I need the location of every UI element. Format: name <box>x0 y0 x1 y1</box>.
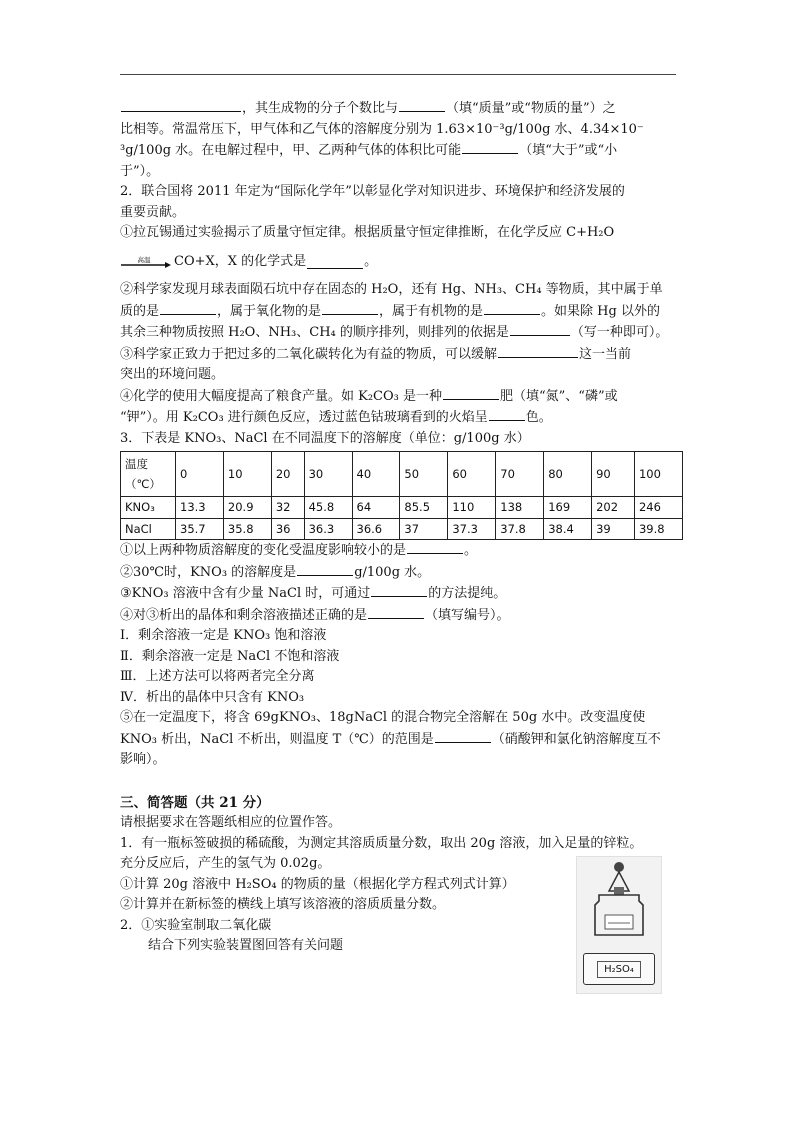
answer-blank[interactable] <box>368 605 424 619</box>
solubility-table <box>120 451 683 540</box>
q3-sub5-line1: ⑤在一定温度下，将含 69gKNO₃、18gNaCl 的混合物完全溶解在 50g 水中。改变温度使 <box>120 710 646 725</box>
q3-option: Ⅰ．剩余溶液一定是 KNO₃ 饱和溶液 <box>120 628 327 643</box>
table-cell: 13.3 <box>176 497 224 519</box>
table-header-label: 温度（℃） <box>121 452 176 497</box>
q2-intro-line2: 重要贡献。 <box>120 204 186 220</box>
answer-blank[interactable] <box>510 322 570 336</box>
q2-part1-line1: ①拉瓦锡通过实验揭示了质量守恒定律。根据质量守恒定律推断，在化学反应 C+H₂O <box>120 225 615 240</box>
table-cell: 138 <box>496 497 544 519</box>
q3-sub3: ③KNO₃ 溶液中含有少量 NaCl 时，可通过 的方法提纯。 <box>120 583 676 605</box>
table-cell: 60 <box>448 452 496 497</box>
section-instruction: 请根据要求在答题纸相应的位置作答。 <box>120 815 342 830</box>
table-cell: 36 <box>271 518 304 540</box>
bottle-label-text: H₂SO₄ <box>597 961 641 978</box>
section-title: 三、简答题（共 21 分） <box>120 794 270 811</box>
s3-q1-sub1: ①计算 20g 溶液中 H₂SO₄ 的物质的量（根据化学方程式列式计算） <box>120 876 515 892</box>
table-cell: 80 <box>544 452 592 497</box>
document-body <box>120 98 676 957</box>
table-cell: 64 <box>352 497 400 519</box>
arrow-condition-label: 高温 <box>137 255 151 264</box>
q3-option: Ⅳ．析出的晶体中只含有 KNO₃ <box>120 689 305 705</box>
table-header-row <box>121 452 683 497</box>
answer-blank[interactable] <box>435 729 491 743</box>
table-row <box>121 497 683 519</box>
table-cell: 110 <box>448 497 496 519</box>
q2-part2-line1: ②科学家发现月球表面陨石坑中存在固态的 H₂O，还有 Hg、NH₃、CH₄ 等物质，其中属于单 <box>120 282 663 297</box>
table-cell: 36.6 <box>352 518 400 540</box>
prev-question-line4: 于”）。 <box>120 163 160 179</box>
q2-part4-line2: “钾”）。用 K₂CO₃ 进行颜色反应，透过蓝色钴玻璃看到的火焰呈 色。 <box>120 407 676 429</box>
answer-blank[interactable] <box>297 562 353 576</box>
s3-q1-line2: 充分反应后，产生的氢气为 0.02g。 <box>120 856 331 871</box>
table-cell: 37.8 <box>496 518 544 540</box>
table-cell: 45.8 <box>304 497 352 519</box>
answer-blank[interactable] <box>443 386 499 400</box>
q2-part2-line2: 质的是 ，属于氧化物的是 ，属于有机物的是 。如果除 Hg 以外的 <box>120 301 676 323</box>
header-rule <box>120 74 676 75</box>
s3-q2-line1: 2．①实验室制取二氧化碳 <box>120 917 272 933</box>
table-row-label: NaCl <box>121 518 176 540</box>
reaction-arrow-icon <box>120 254 172 270</box>
table-cell: 37.3 <box>448 518 496 540</box>
answer-blank[interactable] <box>462 140 518 154</box>
q3-sub1: ①以上两种物质溶解度的变化受温度影响较小的是 。 <box>120 540 676 562</box>
prev-question-line1: ，其生成物的分子个数比与 （填“质量”或“物质的量”）之 <box>120 98 676 120</box>
table-cell: 202 <box>592 497 635 519</box>
q3-sub5-line2: KNO₃ 析出，NaCl 不析出，则温度 T（℃）的范围是 （硝酸钾和氯化钠溶解度互不 <box>120 729 676 751</box>
table-cell: 38.4 <box>544 518 592 540</box>
table-cell: 50 <box>400 452 448 497</box>
prev-question-line3: ³g/100g 水。在电解过程中，甲、乙两种气体的体积比可能 （填“大于”或“小 <box>120 140 676 162</box>
reagent-bottle-icon <box>577 857 661 949</box>
q3-intro: 3．下表是 KNO₃、NaCl 在不同温度下的溶解度（单位：g/100g 水） <box>120 430 530 446</box>
bottle-label <box>583 953 655 985</box>
answer-blank[interactable] <box>371 583 427 597</box>
answer-blank[interactable] <box>498 344 578 358</box>
table-cell: 39 <box>592 518 635 540</box>
table-cell: 39.8 <box>634 518 682 540</box>
s3-q1-sub2: ②计算并在新标签的横线上填写该溶液的溶质质量分数。 <box>120 897 446 912</box>
table-cell: 90 <box>592 452 635 497</box>
answer-blank[interactable] <box>160 301 216 315</box>
table-cell: 35.7 <box>176 518 224 540</box>
answer-blank[interactable] <box>484 301 540 315</box>
answer-blank[interactable] <box>407 540 463 554</box>
table-cell: 32 <box>271 497 304 519</box>
table-cell: 37 <box>400 518 448 540</box>
q2-part1-equation: 高温 CO+X，X 的化学式是 。 <box>120 252 676 273</box>
table-cell: 169 <box>544 497 592 519</box>
table-row <box>121 518 683 540</box>
answer-blank[interactable] <box>489 407 525 421</box>
table-cell: 100 <box>634 452 682 497</box>
q3-option: Ⅲ．上述方法可以将两者完全分离 <box>120 669 315 684</box>
table-row-label: KNO₃ <box>121 497 176 519</box>
q3-sub2: ②30℃时，KNO₃ 的溶解度是 g/100g 水。 <box>120 562 676 584</box>
q2-part4-line1: ④化学的使用大幅度提高了粮食产量。如 K₂CO₃ 是一种 肥（填“氮”、“磷”或 <box>120 386 676 408</box>
q2-intro-line1: 2．联合国将 2011 年定为“国际化学年”以彰显化学对知识进步、环境保护和经济发展的 <box>120 184 625 199</box>
table-cell: 36.3 <box>304 518 352 540</box>
reagent-bottle-figure <box>576 856 662 994</box>
answer-blank[interactable] <box>322 301 378 315</box>
q2-part3-line1: ③科学家正致力于把过多的二氧化碳转化为有益的物质，可以缓解 这一当前 <box>120 344 676 366</box>
answer-blank[interactable] <box>307 255 363 269</box>
q2-part2-line3: 其余三种物质按照 H₂O、NH₃、CH₄ 的顺序排列，则排列的依据是 （写一种即可）。 <box>120 322 676 344</box>
prev-question-line2: 比相等。常温常压下，甲气体和乙气体的溶解度分别为 1.63×10⁻³g/100g 水、4.34×10⁻ <box>120 121 644 137</box>
table-cell: 40 <box>352 452 400 497</box>
table-cell: 30 <box>304 452 352 497</box>
s3-q2-line2: 结合下列实验装置图回答有关问题 <box>148 938 344 953</box>
s3-q1-line1: 1．有一瓶标签破损的稀硫酸，为测定其溶质质量分数，取出 20g 溶液，加入足量的锌粒。 <box>120 835 643 851</box>
q3-sub5-line3: 影响）。 <box>120 752 166 767</box>
table-cell: 35.8 <box>223 518 271 540</box>
table-cell: 246 <box>634 497 682 519</box>
table-cell: 0 <box>176 452 224 497</box>
q3-sub4: ④对③析出的晶体和剩余溶液描述正确的是 （填写编号）。 <box>120 605 676 627</box>
table-cell: 10 <box>223 452 271 497</box>
q3-option: Ⅱ．剩余溶液一定是 NaCl 不饱和溶液 <box>120 648 340 664</box>
table-cell: 20 <box>271 452 304 497</box>
table-cell: 85.5 <box>400 497 448 519</box>
answer-blank[interactable] <box>399 98 445 112</box>
table-cell: 20.9 <box>223 497 271 519</box>
table-cell: 70 <box>496 452 544 497</box>
answer-blank[interactable] <box>121 98 241 112</box>
q2-part3-line2: 突出的环境问题。 <box>120 367 225 382</box>
